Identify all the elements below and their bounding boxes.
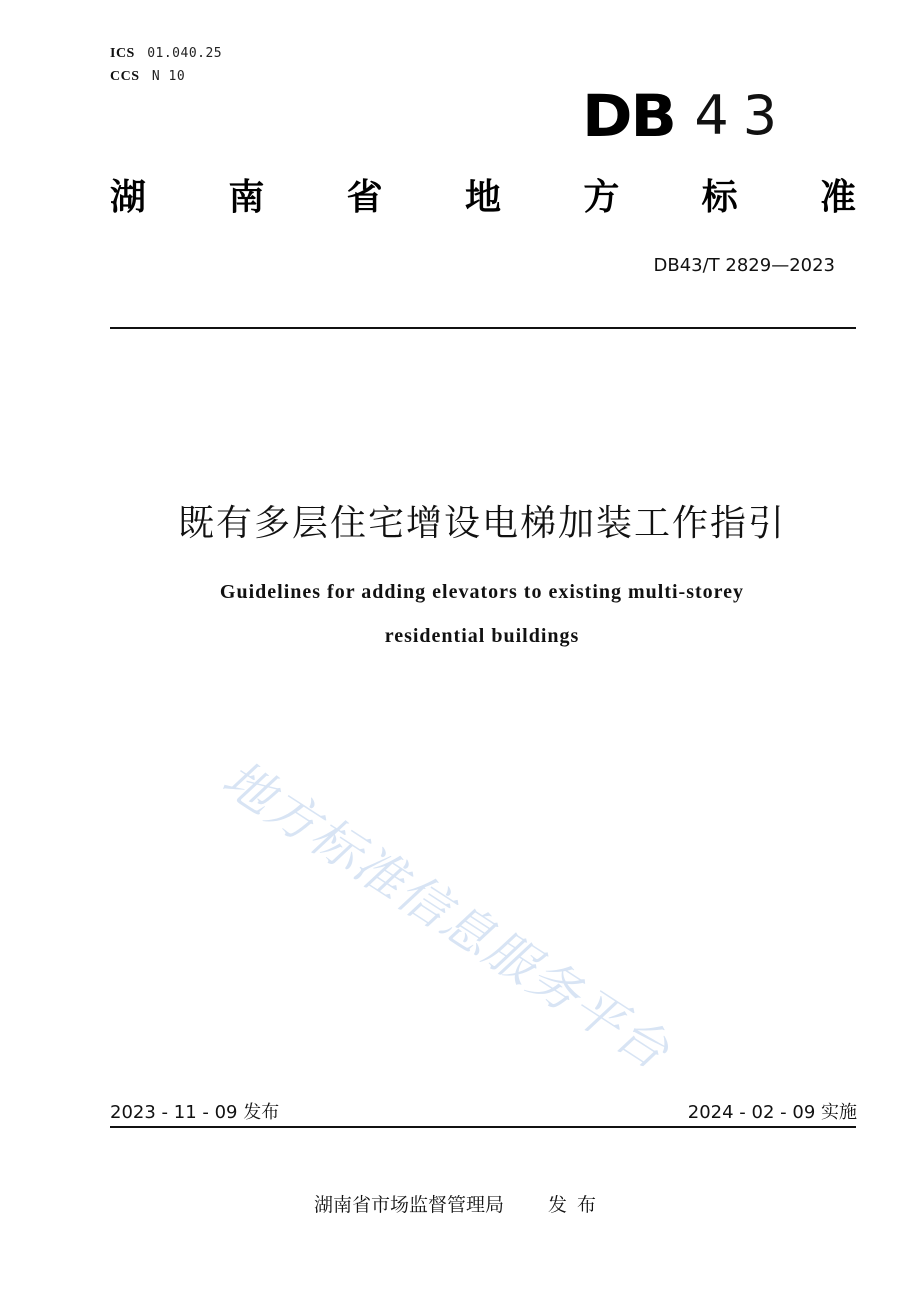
db-mark: DB (582, 82, 675, 150)
issuer-action: 发布 (548, 1194, 607, 1216)
issuer-name: 湖南省市场监督管理局 (313, 1194, 504, 1216)
implement-date: 2024 - 02 - 09 实施 (687, 1102, 857, 1123)
standard-type-char: 标 (701, 177, 738, 218)
standard-type-char: 湖 (110, 177, 147, 218)
ics-code (110, 46, 222, 62)
ccs-value: N 10 (151, 69, 186, 84)
db-province-number: 43 (694, 84, 792, 147)
ccs-label: CCS (110, 69, 140, 84)
watermark: 地方标准信息服务平台 (212, 749, 681, 1082)
standard-code: DB43/T 2829—2023 (653, 255, 835, 276)
document-title-english-line2: residential buildings (384, 625, 580, 647)
header-divider (110, 327, 856, 329)
ics-label: ICS (110, 46, 135, 61)
db-logo (582, 82, 792, 150)
standard-type-char: 省 (346, 177, 383, 218)
issuer (0, 1190, 920, 1217)
document-title-chinese: 既有多层住宅增设电梯加装工作指引 (177, 503, 786, 544)
standard-type-char: 准 (819, 177, 856, 218)
standard-type-char: 方 (583, 177, 620, 218)
standard-type-char: 南 (228, 177, 265, 218)
ccs-code (110, 69, 185, 85)
standard-type-heading (110, 176, 856, 220)
ics-value: 01.040.25 (147, 46, 223, 61)
publish-date: 2023 - 11 - 09 发布 (110, 1102, 280, 1123)
footer-divider (110, 1126, 856, 1128)
document-title-english-line1: Guidelines for adding elevators to existing multi-storey (219, 581, 745, 603)
standard-type-char: 地 (464, 177, 501, 218)
